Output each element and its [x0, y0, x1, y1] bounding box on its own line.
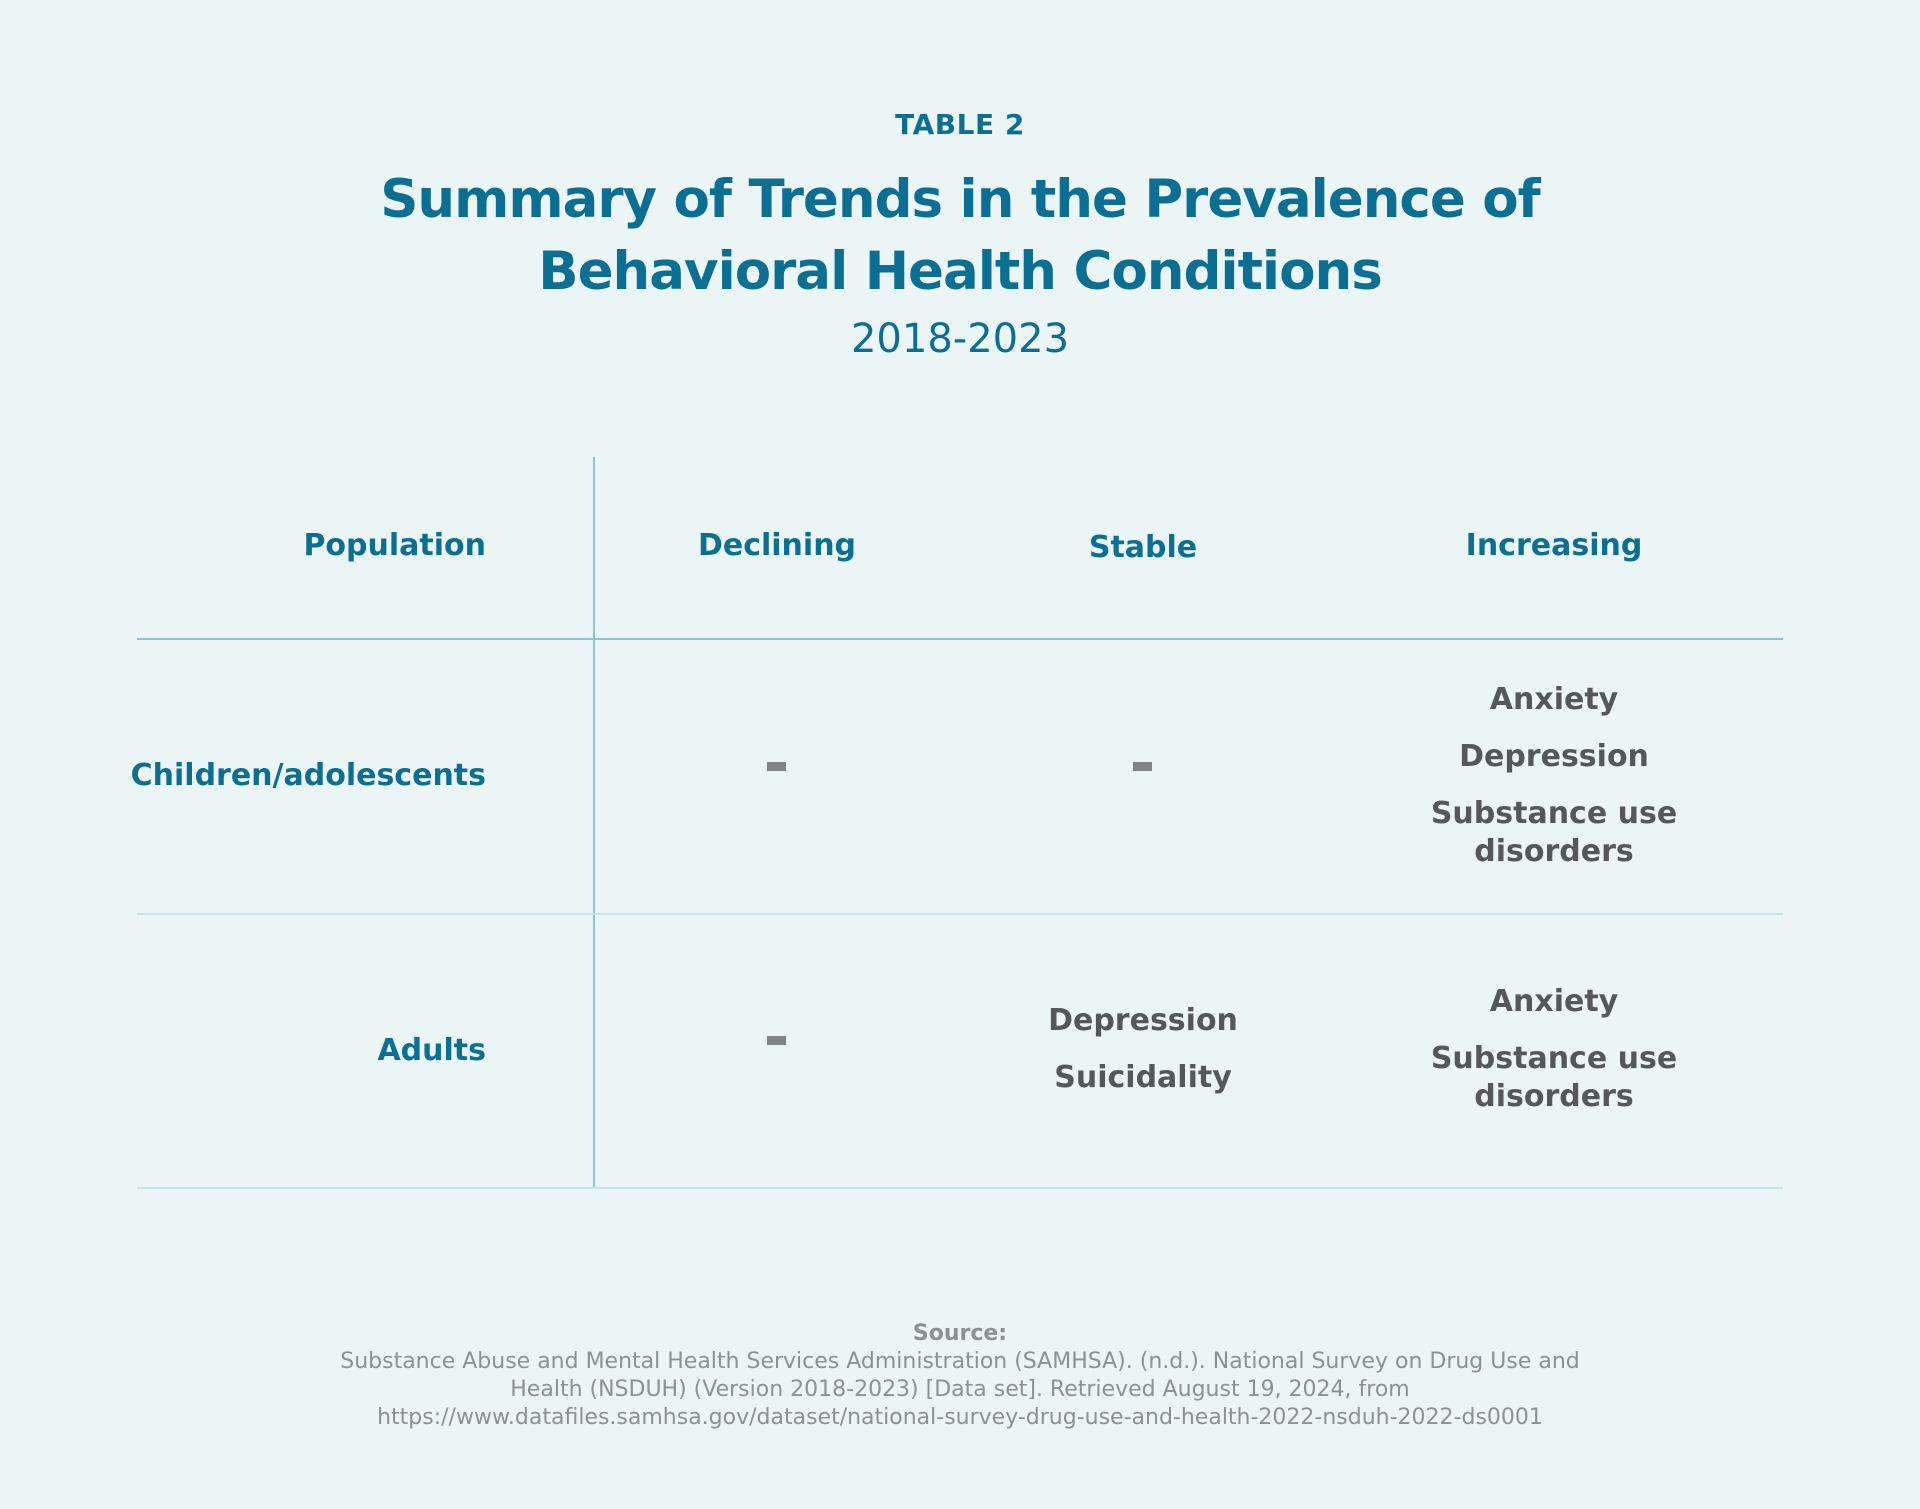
- column-header-declining: Declining: [697, 528, 857, 563]
- cell-children-increasing: [1384, 681, 1724, 871]
- cell-adults-increasing: [1384, 983, 1724, 1116]
- empty-cell-dash: [767, 762, 786, 771]
- column-header-stable: Stable: [1088, 530, 1198, 565]
- row-divider: [137, 1187, 1783, 1189]
- condition-item: Substance use disorders: [1430, 796, 1678, 869]
- cell-adults-stable: [973, 1002, 1313, 1097]
- condition-item: Anxiety: [1489, 984, 1619, 1019]
- condition-item: Depression: [1459, 739, 1649, 774]
- condition-item: Suicidality: [1054, 1060, 1232, 1095]
- source-label: Source:: [912, 1321, 1008, 1346]
- empty-cell-dash: [767, 1036, 786, 1045]
- empty-cell-dash: [1133, 762, 1152, 771]
- source-text: Substance Abuse and Mental Health Services Administration (SAMHSA). (n.d.). National Survey on Drug Use and Health (NSDUH) (Version 2018-2023) [Data set]. Retrieved August 19, 2024, from https://www.datafiles.samhsa.gov/dataset/national-survey-drug-use-and-health-2022-nsduh-2022-ds0001: [340, 1349, 1580, 1430]
- row-divider: [137, 913, 1783, 915]
- column-header-increasing: Increasing: [1465, 528, 1643, 563]
- condition-item: Anxiety: [1489, 682, 1619, 717]
- column-header-population: Population: [303, 528, 486, 563]
- row-label-children: Children/adolescents: [130, 758, 486, 793]
- condition-item: Depression: [1048, 1003, 1238, 1038]
- row-label-adults: Adults: [377, 1033, 486, 1068]
- column-divider: [593, 457, 595, 1189]
- condition-item: Substance use disorders: [1430, 1041, 1678, 1114]
- page-title: Summary of Trends in the Prevalence of Behavioral Health Conditions: [380, 169, 1540, 302]
- header-divider: [137, 638, 1783, 640]
- table-number: TABLE 2: [895, 108, 1025, 141]
- page-subtitle: 2018-2023: [850, 316, 1070, 362]
- source-note: [310, 1320, 1610, 1432]
